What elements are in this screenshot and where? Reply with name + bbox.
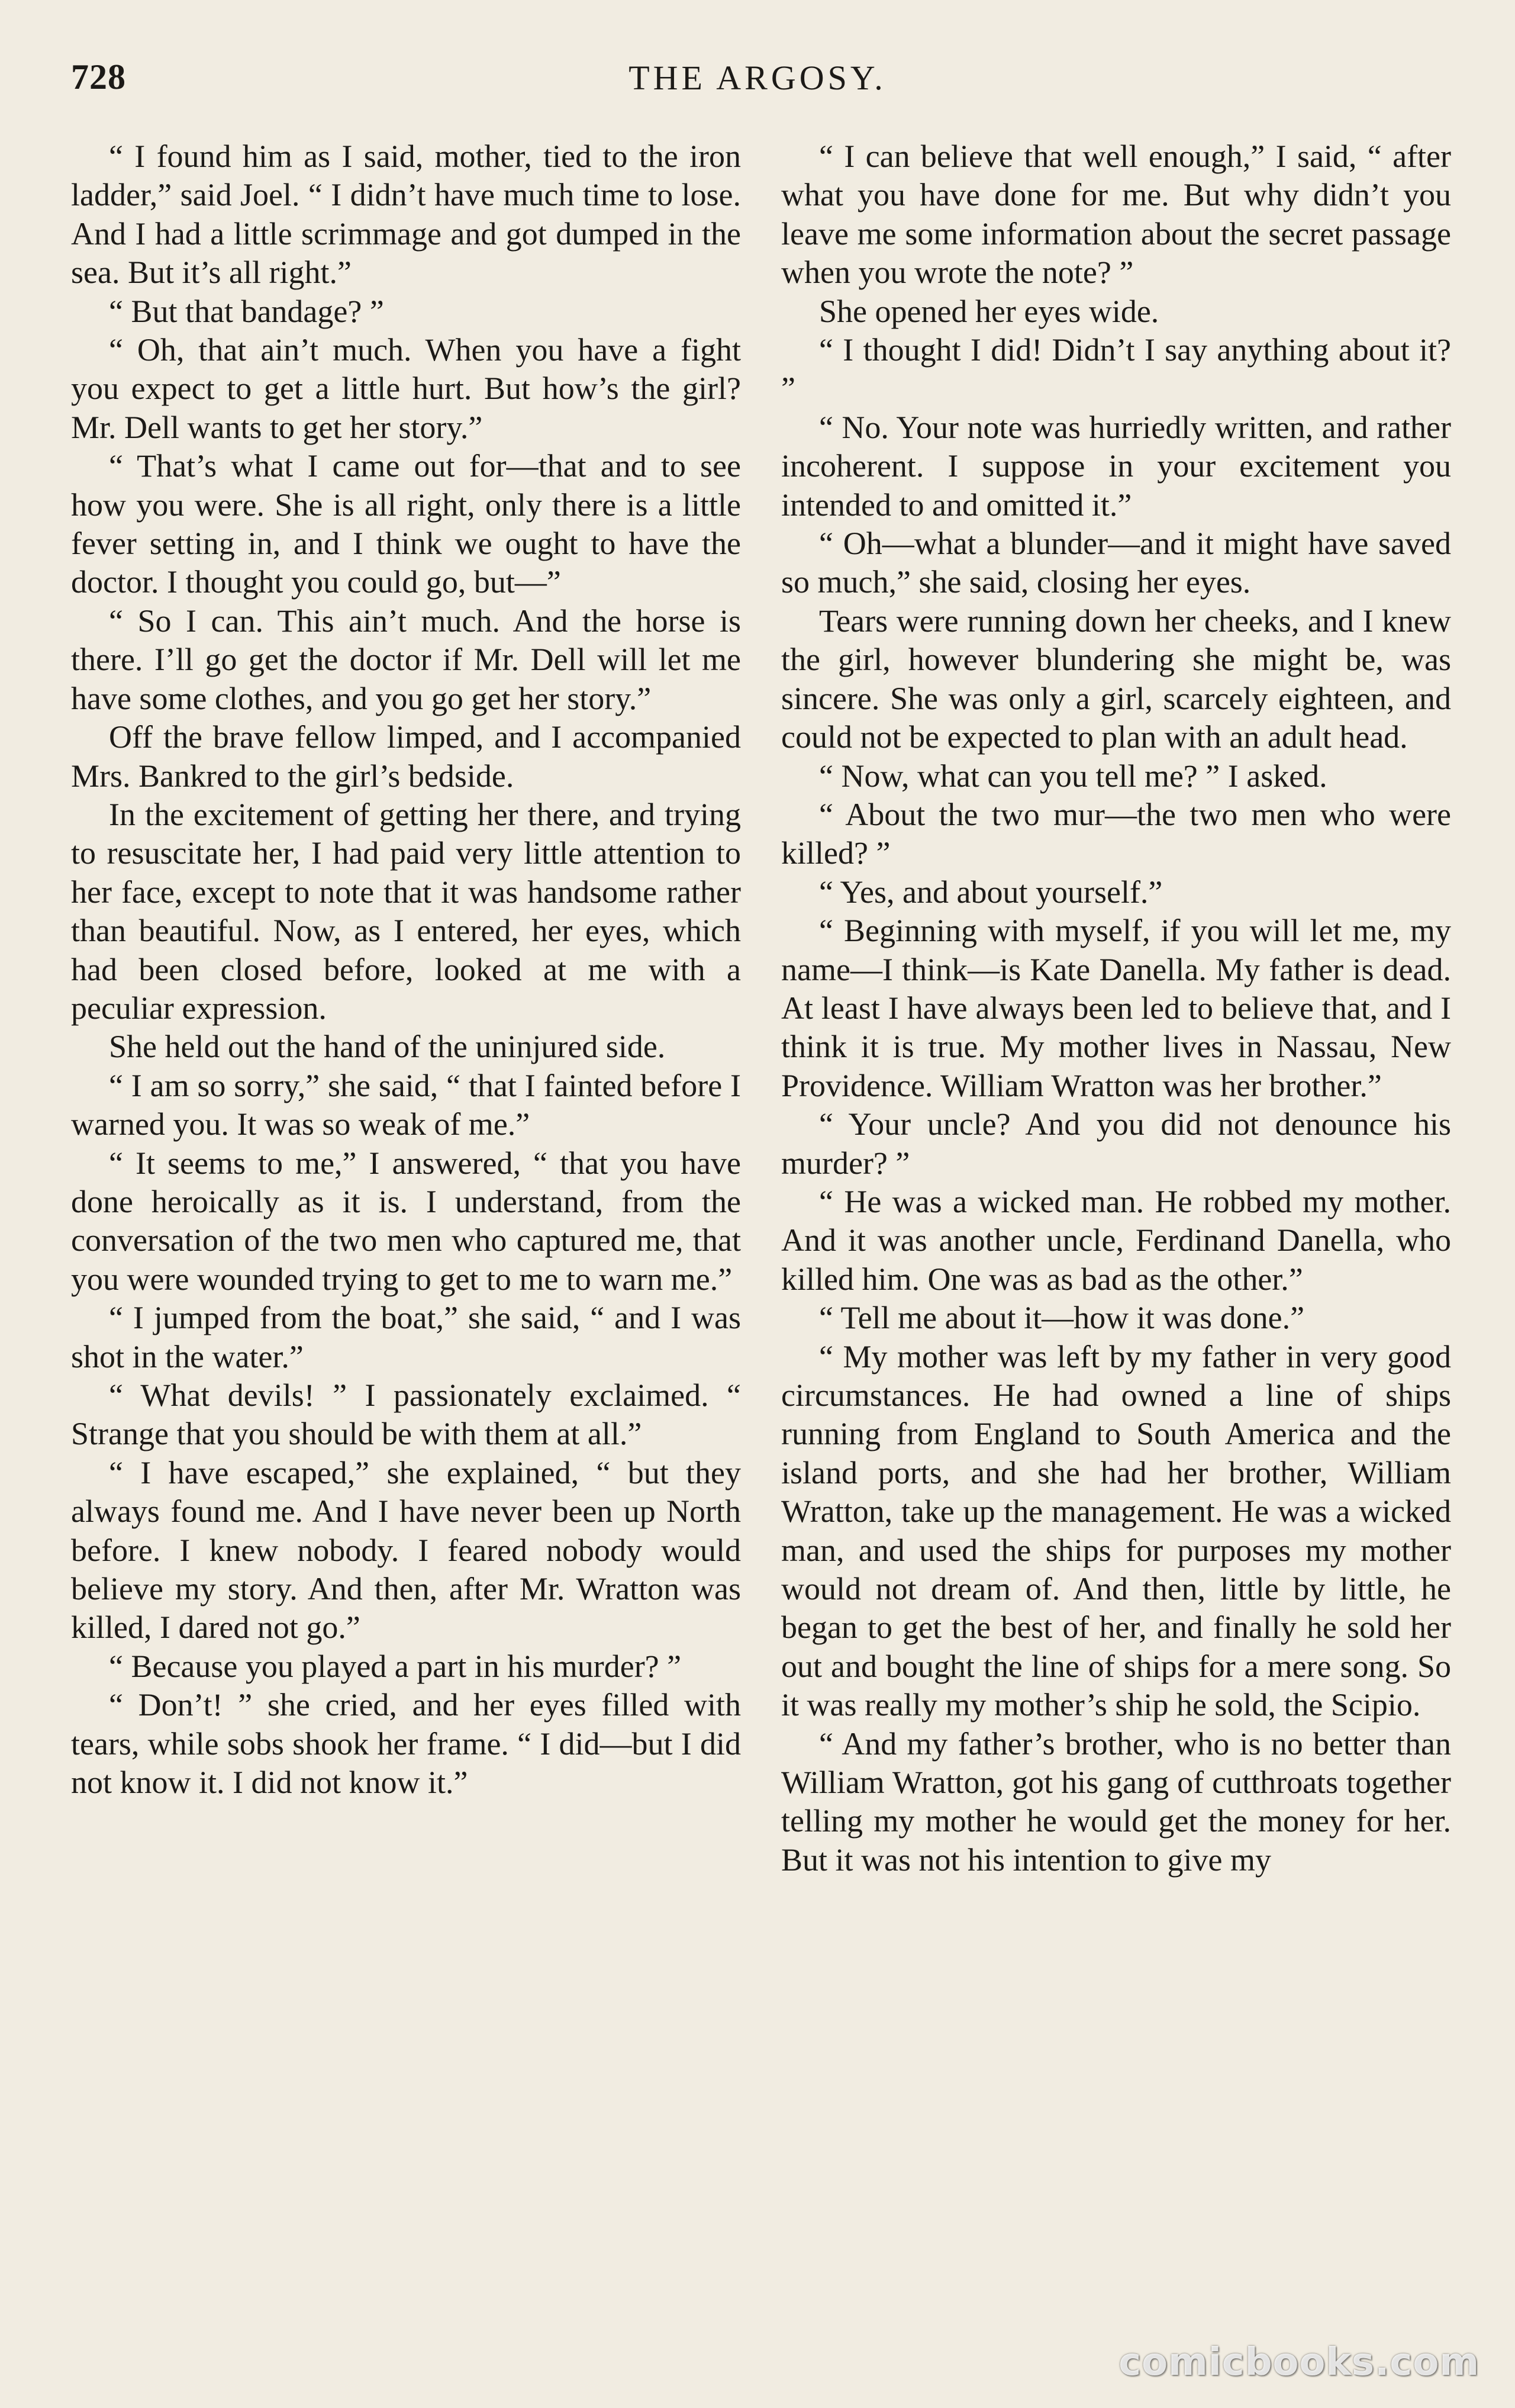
paragraph: “ Oh, that ain’t much. When you have a fight you expect to get a little hurt. But how’s the girl? Mr. Dell wants to get her story.” [71,332,741,445]
running-title: THE ARGOSY. [628,59,887,97]
paragraph: “ It seems to me,” I answered, “ that you have done heroically as it is. I understand, from the conversation of the two men who captured me, that you were wounded trying to get to me to warn me.” [71,1145,741,1297]
paragraph: “ That’s what I came out for—that and to see how you were. She is all right, only there is a little fever setting in, and I think we ought to have the doctor. I thought you could go, but—” [71,448,741,600]
paragraph: “ Your uncle? And you did not denounce his murder? ” [781,1106,1451,1181]
page-number: 728 [71,57,126,96]
paragraph: “ But that bandage? ” [109,293,384,329]
paragraph: She opened her eyes wide. [819,293,1159,329]
paragraph: “ I thought I did! Didn’t I say anything about it? ” [781,332,1451,407]
left-column [71,137,741,1802]
paragraph: “ Beginning with myself, if you will let me, my name—I think—is Kate Danella. My father is dead. At least I have always been led to believe that, and I think it is true. My mother lives in Nassau, New Providence. William Wratton was her brother.” [781,913,1451,1103]
paragraph: “ I can believe that well enough,” I said, “ after what you have done for me. But why didn’t you leave me some information about the secret passage when you wrote the note? ” [781,139,1451,291]
paragraph: “ Because you played a part in his murder? ” [109,1648,682,1684]
paragraph: “ Don’t! ” she cried, and her eyes filled with tears, while sobs shook her frame. “ I did—but I did not know it. I did not know it.” [71,1687,741,1801]
paragraph: “ So I can. This ain’t much. And the horse is there. I’ll go get the doctor if Mr. Dell will let me have some clothes, and you go get her story.” [71,603,741,716]
paragraph: Tears were running down her cheeks, and I knew the girl, however blundering she might be, was sincere. She was only a girl, scarcely eighteen, and could not be expected to plan with an adult head. [781,603,1451,755]
paragraph: “ Oh—what a blunder—and it might have saved so much,” she said, closing her eyes. [781,526,1451,600]
paragraph: In the excitement of getting her there, and trying to resuscitate her, I had paid very little attention to her face, except to note that it was handsome rather than beautiful. Now, as I entered, her eyes, which had been closed before, looked at me with a peculiar expression. [71,796,741,1026]
paragraph: “ He was a wicked man. He robbed my mother. And it was another uncle, Ferdinand Danella, who killed him. One was as bad as the other.” [781,1183,1451,1297]
paragraph: “ About the two mur—the two men who were killed? ” [781,796,1451,871]
paragraph: “ I found him as I said, mother, tied to the iron ladder,” said Joel. “ I didn’t have much time to lose. And I had a little scrimmage and got dumped in the sea. But it’s all right.” [71,139,741,291]
right-column [781,137,1451,1879]
paragraph: She held out the hand of the uninjured side. [109,1029,666,1065]
paragraph: Off the brave fellow limped, and I accompanied Mrs. Bankred to the girl’s bedside. [71,719,741,794]
paragraph: “ No. Your note was hurriedly written, and rather incoherent. I suppose in your excitement you intended to and omitted it.” [781,409,1451,523]
watermark-logo: comicbooks.com [1118,2341,1479,2384]
paragraph: “ What devils! ” I passionately exclaimed. “ Strange that you should be with them at all.” [71,1377,741,1452]
paragraph: “ Yes, and about yourself.” [819,874,1163,910]
paragraph: “ Now, what can you tell me? ” I asked. [819,758,1327,794]
paragraph: “ Tell me about it—how it was done.” [819,1300,1305,1336]
paragraph: “ And my father’s brother, who is no better than William Wratton, got his gang of cutthroats together telling my mother he would get the money for her. But it was not his intention to give my [781,1725,1451,1878]
paragraph: “ My mother was left by my father in very good circumstances. He had owned a line of ships running from England to South America and the island ports, and she had her brother, William Wratton, take up the management. He was a wicked man, and used the ships for purposes my mother would not dream of. And then, little by little, he began to get the best of her, and finally he sold her out and bought the line of ships for a mere song. So it was really my mother’s ship he sold, the Scipio. [781,1338,1451,1723]
page-header [71,57,1444,104]
paragraph: “ I jumped from the boat,” she said, “ and I was shot in the water.” [71,1300,741,1374]
paragraph: “ I have escaped,” she explained, “ but they always found me. And I have never been up North before. I knew nobody. I feared nobody would believe my story. And then, after Mr. Wratton was killed, I dared not go.” [71,1454,741,1646]
paragraph: “ I am so sorry,” she said, “ that I fainted before I warned you. It was so weak of me.” [71,1067,741,1142]
